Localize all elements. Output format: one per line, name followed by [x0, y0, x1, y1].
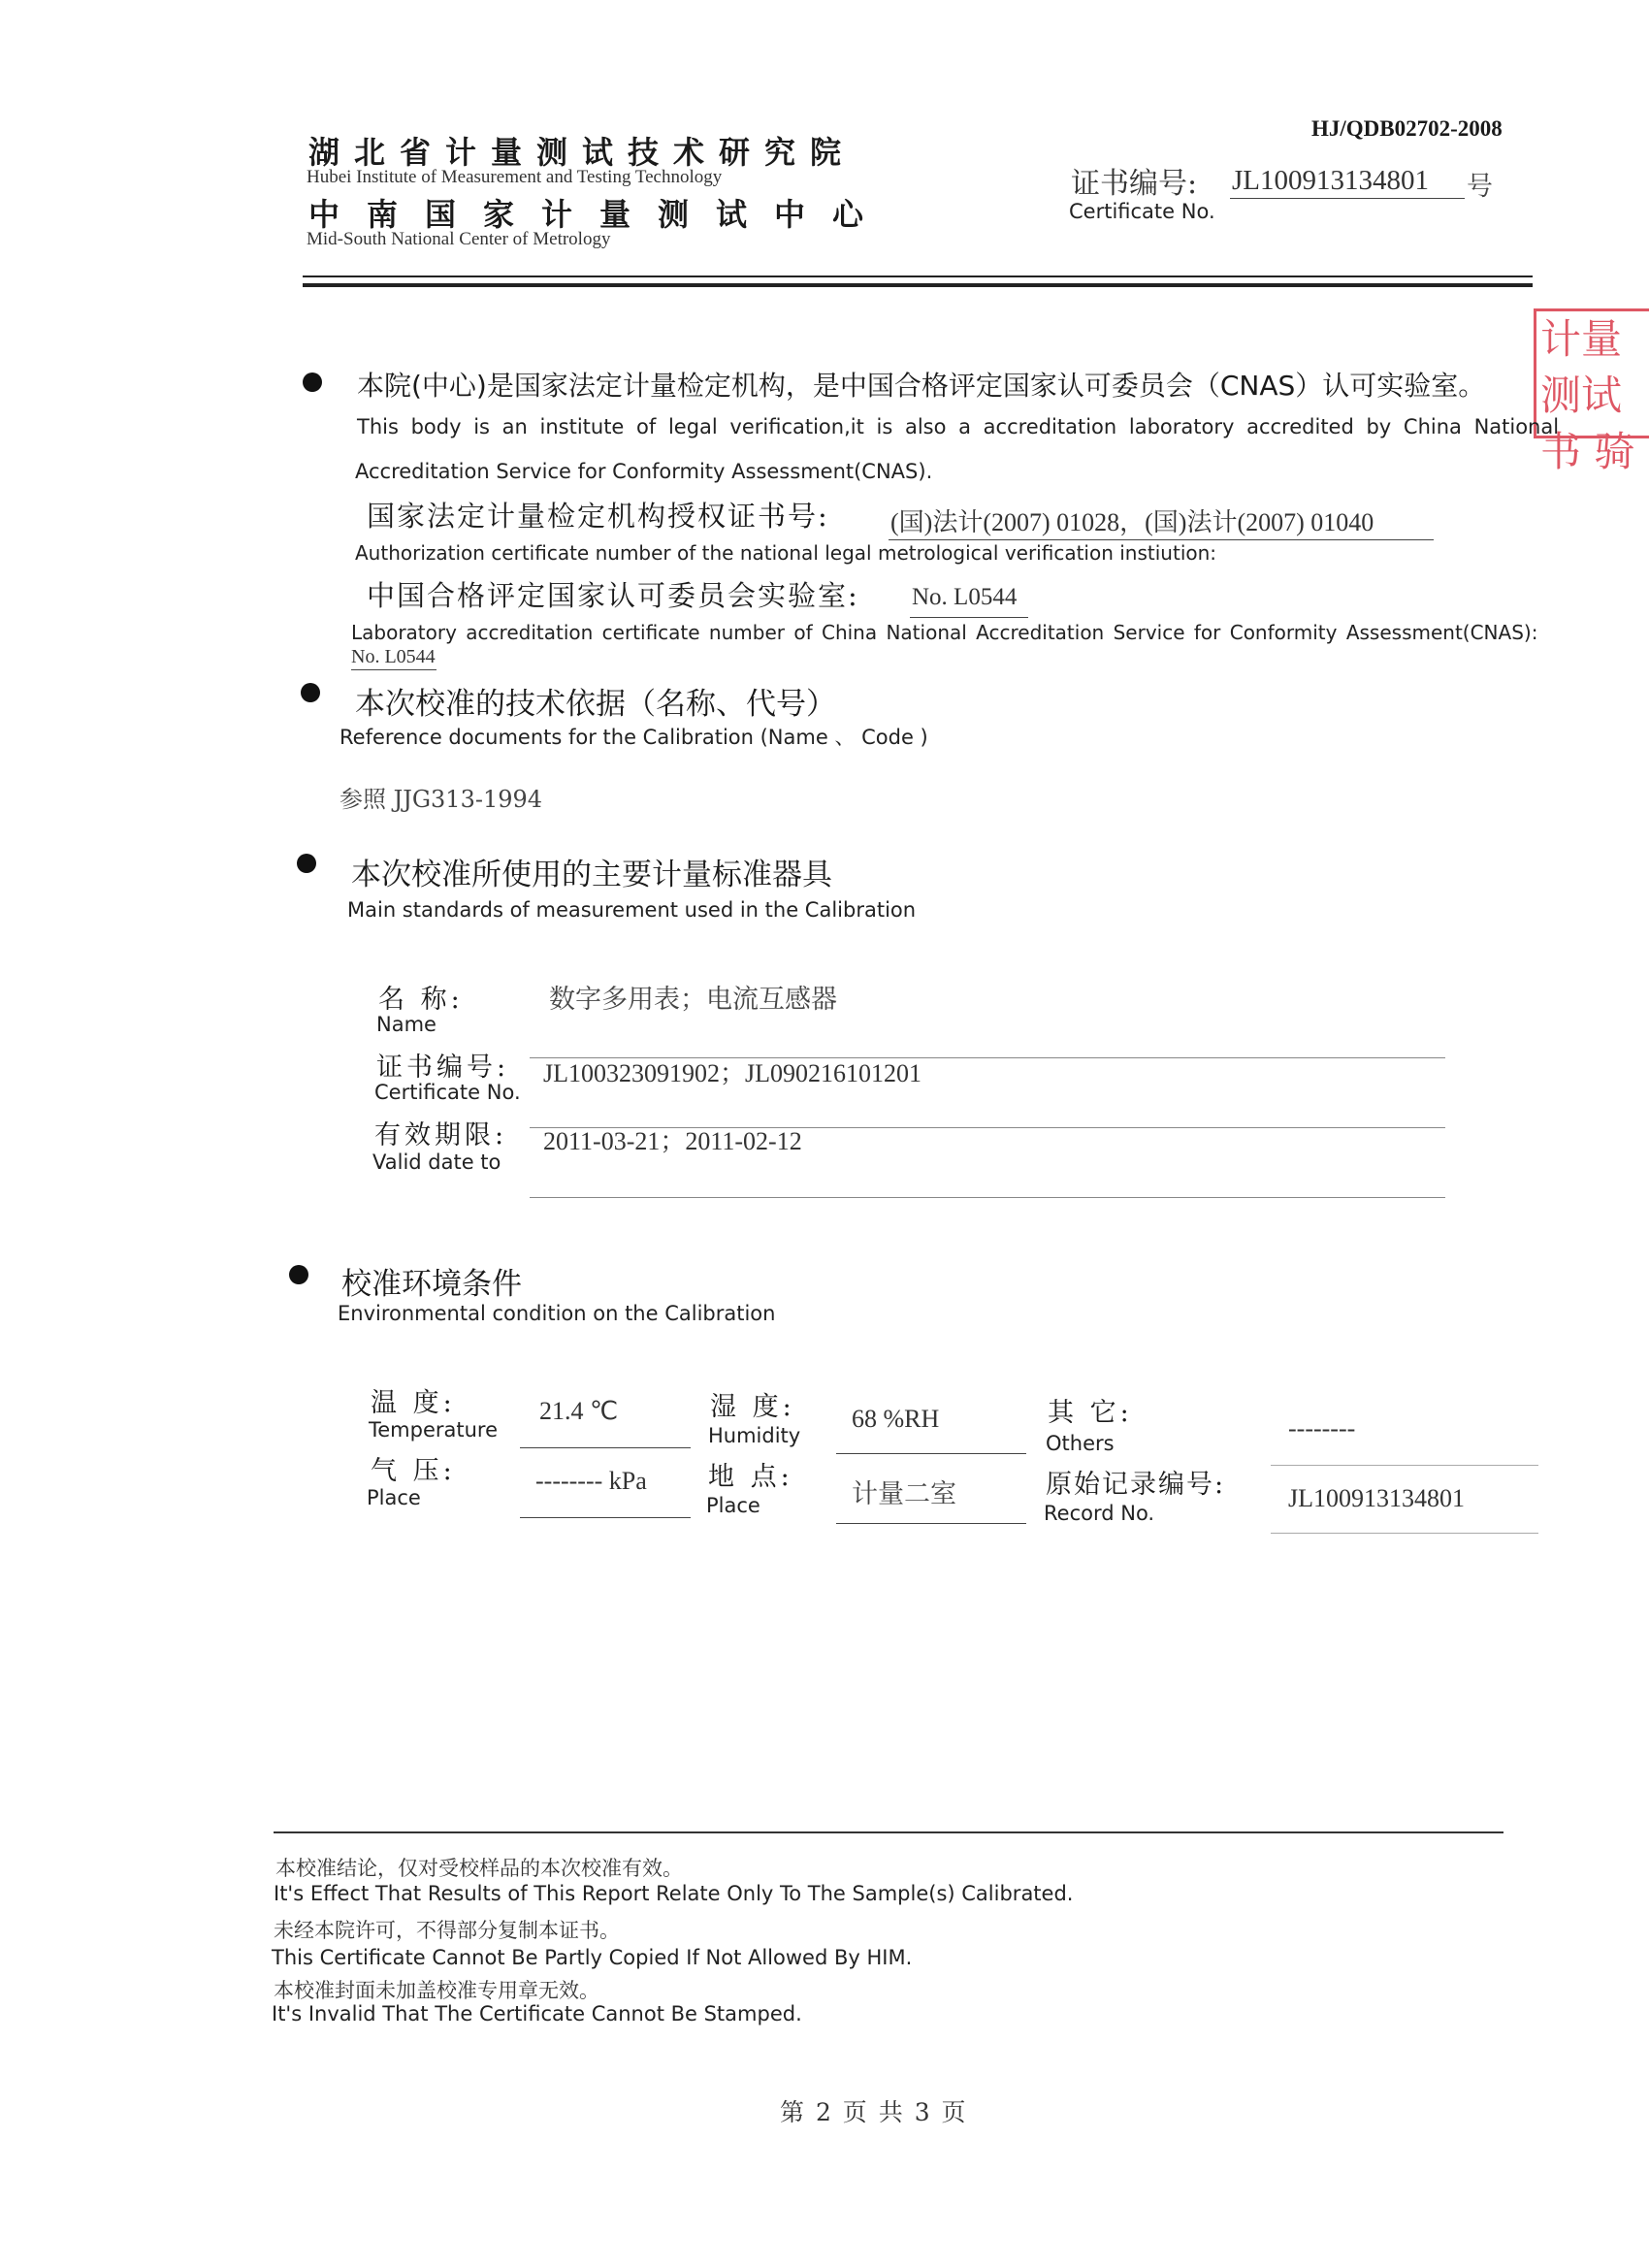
record-value: JL100913134801	[1288, 1484, 1465, 1512]
place-label-zh: 地 点:	[708, 1462, 793, 1492]
section2-title-en: Reference documents for the Calibration (Name 、 Code )	[340, 726, 928, 749]
standard-valid-label-en: Valid date to	[372, 1150, 501, 1174]
humidity-value: 68 %RH	[852, 1405, 940, 1433]
temperature-value: 21.4 ℃	[539, 1397, 619, 1425]
document-code: HJ/QDB02702-2008	[1311, 116, 1503, 141]
section1-statement-en-2: Accreditation Service for Conformity Assessment(CNAS).	[355, 460, 933, 483]
seal-stamp: 计量测试书 骑	[1534, 308, 1649, 438]
certificate-label-en: Certificate No.	[1069, 200, 1215, 223]
footer-rule	[274, 1831, 1504, 1833]
lab-label-en: Laboratory accreditation certificate number of China National Accreditation Service for Conformity Assessment(CNAS):	[351, 621, 1538, 644]
certificate-suffix: 号	[1467, 172, 1493, 202]
footer-line3-en: It's Invalid That The Certificate Cannot Be Stamped.	[272, 2002, 802, 2025]
others-label-zh: 其 它:	[1048, 1398, 1133, 1428]
standard-name-value: 数字多用表；电流互感器	[549, 985, 837, 1015]
bullet-4	[289, 1265, 308, 1284]
bullet-2	[301, 683, 320, 702]
standard-cert-value: JL100323091902；JL090216101201	[543, 1059, 922, 1087]
standard-cert-label-en: Certificate No.	[374, 1081, 521, 1104]
others-value: --------	[1288, 1414, 1356, 1442]
footer-line1-en: It's Effect That Results of This Report Relate Only To The Sample(s) Calibrated.	[274, 1882, 1074, 1905]
place-value: 计量二室	[852, 1479, 956, 1509]
standard-name-label-en: Name	[376, 1013, 436, 1036]
pressure-value: -------- kPa	[535, 1467, 647, 1495]
pressure-label-zh: 气 压:	[371, 1456, 456, 1486]
section2-title-zh: 本次校准的技术依据（名称、代号）	[355, 687, 836, 722]
page-number: 第 2 页 共 3 页	[780, 2098, 968, 2126]
reference-document: 参照 JJG313-1994	[340, 786, 543, 813]
lab-value: No. L0544	[912, 584, 1018, 610]
standard-valid-value: 2011-03-21；2011-02-12	[543, 1127, 802, 1155]
humidity-label-zh: 湿 度:	[710, 1392, 795, 1422]
org-name-en-1: Hubei Institute of Measurement and Testing Technology	[307, 167, 723, 187]
header-rule-top	[303, 275, 1533, 277]
temperature-label-en: Temperature	[369, 1418, 499, 1442]
record-label-zh: 原始记录编号:	[1046, 1470, 1226, 1500]
certificate-number: JL100913134801	[1232, 165, 1429, 196]
temperature-label-zh: 温 度:	[371, 1388, 456, 1418]
footer-line1-zh: 本校准结论，仅对受校样品的本次校准有效。	[275, 1857, 683, 1880]
section1-statement-zh: 本院(中心)是国家法定计量检定机构，是中国合格评定国家认可委员会（CNAS）认可实验室。	[357, 370, 1486, 402]
section4-title-en: Environmental condition on the Calibration	[338, 1302, 776, 1325]
header-rule-bottom	[303, 283, 1533, 287]
others-label-en: Others	[1046, 1432, 1115, 1455]
footer-line2-en: This Certificate Cannot Be Partly Copied If Not Allowed By HIM.	[272, 1946, 913, 1969]
auth-label-en: Authorization certificate number of the national legal metrological verification instiution:	[355, 541, 1217, 565]
auth-value: (国)法计(2007) 01028，(国)法计(2007) 01040	[890, 508, 1374, 536]
org-name-zh-1: 湖北省计量测试技术研究院	[308, 134, 857, 171]
pressure-label-en: Place	[367, 1486, 421, 1509]
standard-name-label-zh: 名 称:	[378, 985, 464, 1015]
section4-title-zh: 校准环境条件	[341, 1267, 522, 1302]
footer-line3-zh: 本校准封面未加盖校准专用章无效。	[274, 1979, 599, 2002]
section3-title-zh: 本次校准所使用的主要计量标准器具	[351, 858, 832, 892]
org-name-zh-2: 中南国家计量测试中心	[308, 196, 891, 233]
org-name-en-2: Mid-South National Center of Metrology	[307, 229, 611, 249]
section1-statement-en-1: This body is an institute of legal verification,it is also a accreditation laboratory accredited by China National	[357, 415, 1560, 438]
place-label-en: Place	[706, 1494, 760, 1517]
record-label-en: Record No.	[1044, 1502, 1155, 1525]
certificate-label-zh: 证书编号:	[1071, 167, 1198, 201]
bullet-1	[303, 373, 322, 392]
lab-label-zh: 中国合格评定国家认可委员会实验室:	[367, 579, 859, 612]
section3-title-en: Main standards of measurement used in the Calibration	[347, 898, 917, 922]
standard-valid-label-zh: 有效期限:	[374, 1120, 508, 1150]
bullet-3	[297, 854, 316, 873]
lab-value-en: No. L0544	[351, 646, 436, 667]
humidity-label-en: Humidity	[708, 1424, 801, 1447]
standard-cert-label-zh: 证书编号:	[376, 1053, 510, 1083]
footer-line2-zh: 未经本院许可，不得部分复制本证书。	[274, 1919, 620, 1942]
auth-label-zh: 国家法定计量检定机构授权证书号:	[367, 500, 829, 533]
